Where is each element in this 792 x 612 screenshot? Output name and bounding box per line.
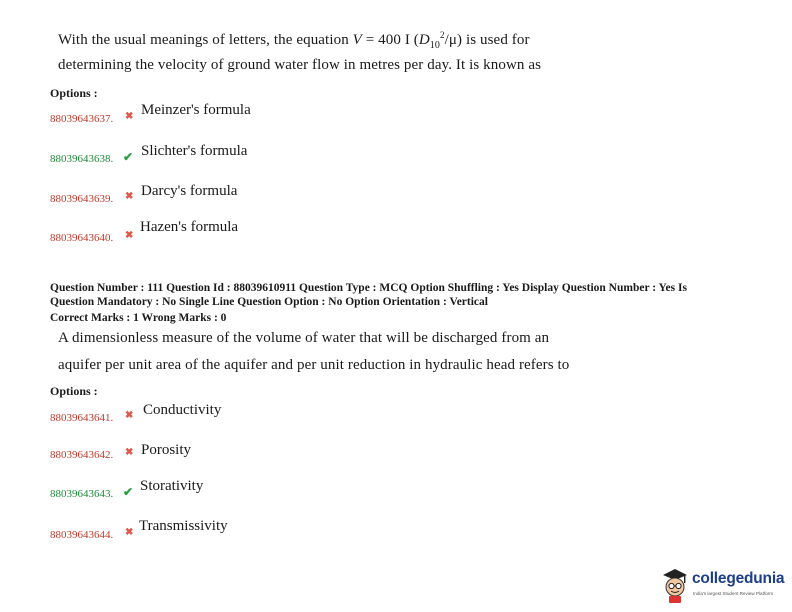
option-text: Porosity bbox=[141, 442, 192, 458]
option-text: Hazen's formula bbox=[140, 219, 239, 235]
check-mark-icon: ✔ bbox=[123, 150, 134, 164]
cross-mark-icon: ✖ bbox=[125, 447, 134, 458]
check-mark-icon: ✔ bbox=[123, 485, 134, 499]
options-label-110: Options : bbox=[50, 86, 98, 100]
question-111-line-1: A dimensionless measure of the volume of water that will be discharged from an bbox=[58, 330, 550, 346]
question-111-meta-line-1: Question Number : 111 Question Id : 88039610911 Question Type : MCQ Option Shuffling : Yes Display Question Number : Yes Is bbox=[50, 282, 687, 294]
option-id: 88039643643. bbox=[50, 488, 114, 500]
option-id: 88039643639. bbox=[50, 193, 114, 205]
collegedunia-logo bbox=[660, 566, 788, 606]
cross-mark-icon: ✖ bbox=[125, 111, 134, 122]
option-id: 88039643641. bbox=[50, 412, 114, 424]
option-id: 88039643640. bbox=[50, 232, 114, 244]
question-111-line-2: aquifer per unit area of the aquifer and per unit reduction in hydraulic head refers to bbox=[58, 357, 570, 373]
option-text: Meinzer's formula bbox=[141, 102, 251, 118]
option-id: 88039643644. bbox=[50, 529, 114, 541]
option-text: Storativity bbox=[140, 478, 204, 494]
graduate-mascot-icon bbox=[660, 566, 690, 604]
option-id: 88039643642. bbox=[50, 449, 114, 461]
question-111-meta-line-2: Question Mandatory : No Single Line Question Option : No Option Orientation : Vertical bbox=[50, 296, 488, 308]
cross-mark-icon: ✖ bbox=[125, 191, 134, 202]
question-111-marks: Correct Marks : 1 Wrong Marks : 0 bbox=[50, 312, 227, 324]
option-text: Transmissivity bbox=[139, 518, 228, 534]
option-text: Darcy's formula bbox=[141, 183, 238, 199]
options-label-111: Options : bbox=[50, 384, 98, 398]
logo-tagline: India's largest Student Review Platform bbox=[693, 591, 774, 596]
option-id: 88039643638. bbox=[50, 153, 114, 165]
logo-wordmark: collegedunia bbox=[692, 570, 785, 587]
cross-mark-icon: ✖ bbox=[125, 527, 134, 538]
cross-mark-icon: ✖ bbox=[125, 410, 134, 421]
option-text: Slichter's formula bbox=[141, 143, 248, 159]
question-110-line-1: With the usual meanings of letters, the equation V = 400 I $(D_{10}^2/\mu)$ is used for bbox=[58, 30, 530, 51]
question-110-line-2: determining the velocity of ground water flow in metres per day. It is known as bbox=[58, 57, 542, 73]
option-id: 88039643637. bbox=[50, 113, 114, 125]
cross-mark-icon: ✖ bbox=[125, 230, 134, 241]
option-text: Conductivity bbox=[143, 402, 222, 418]
